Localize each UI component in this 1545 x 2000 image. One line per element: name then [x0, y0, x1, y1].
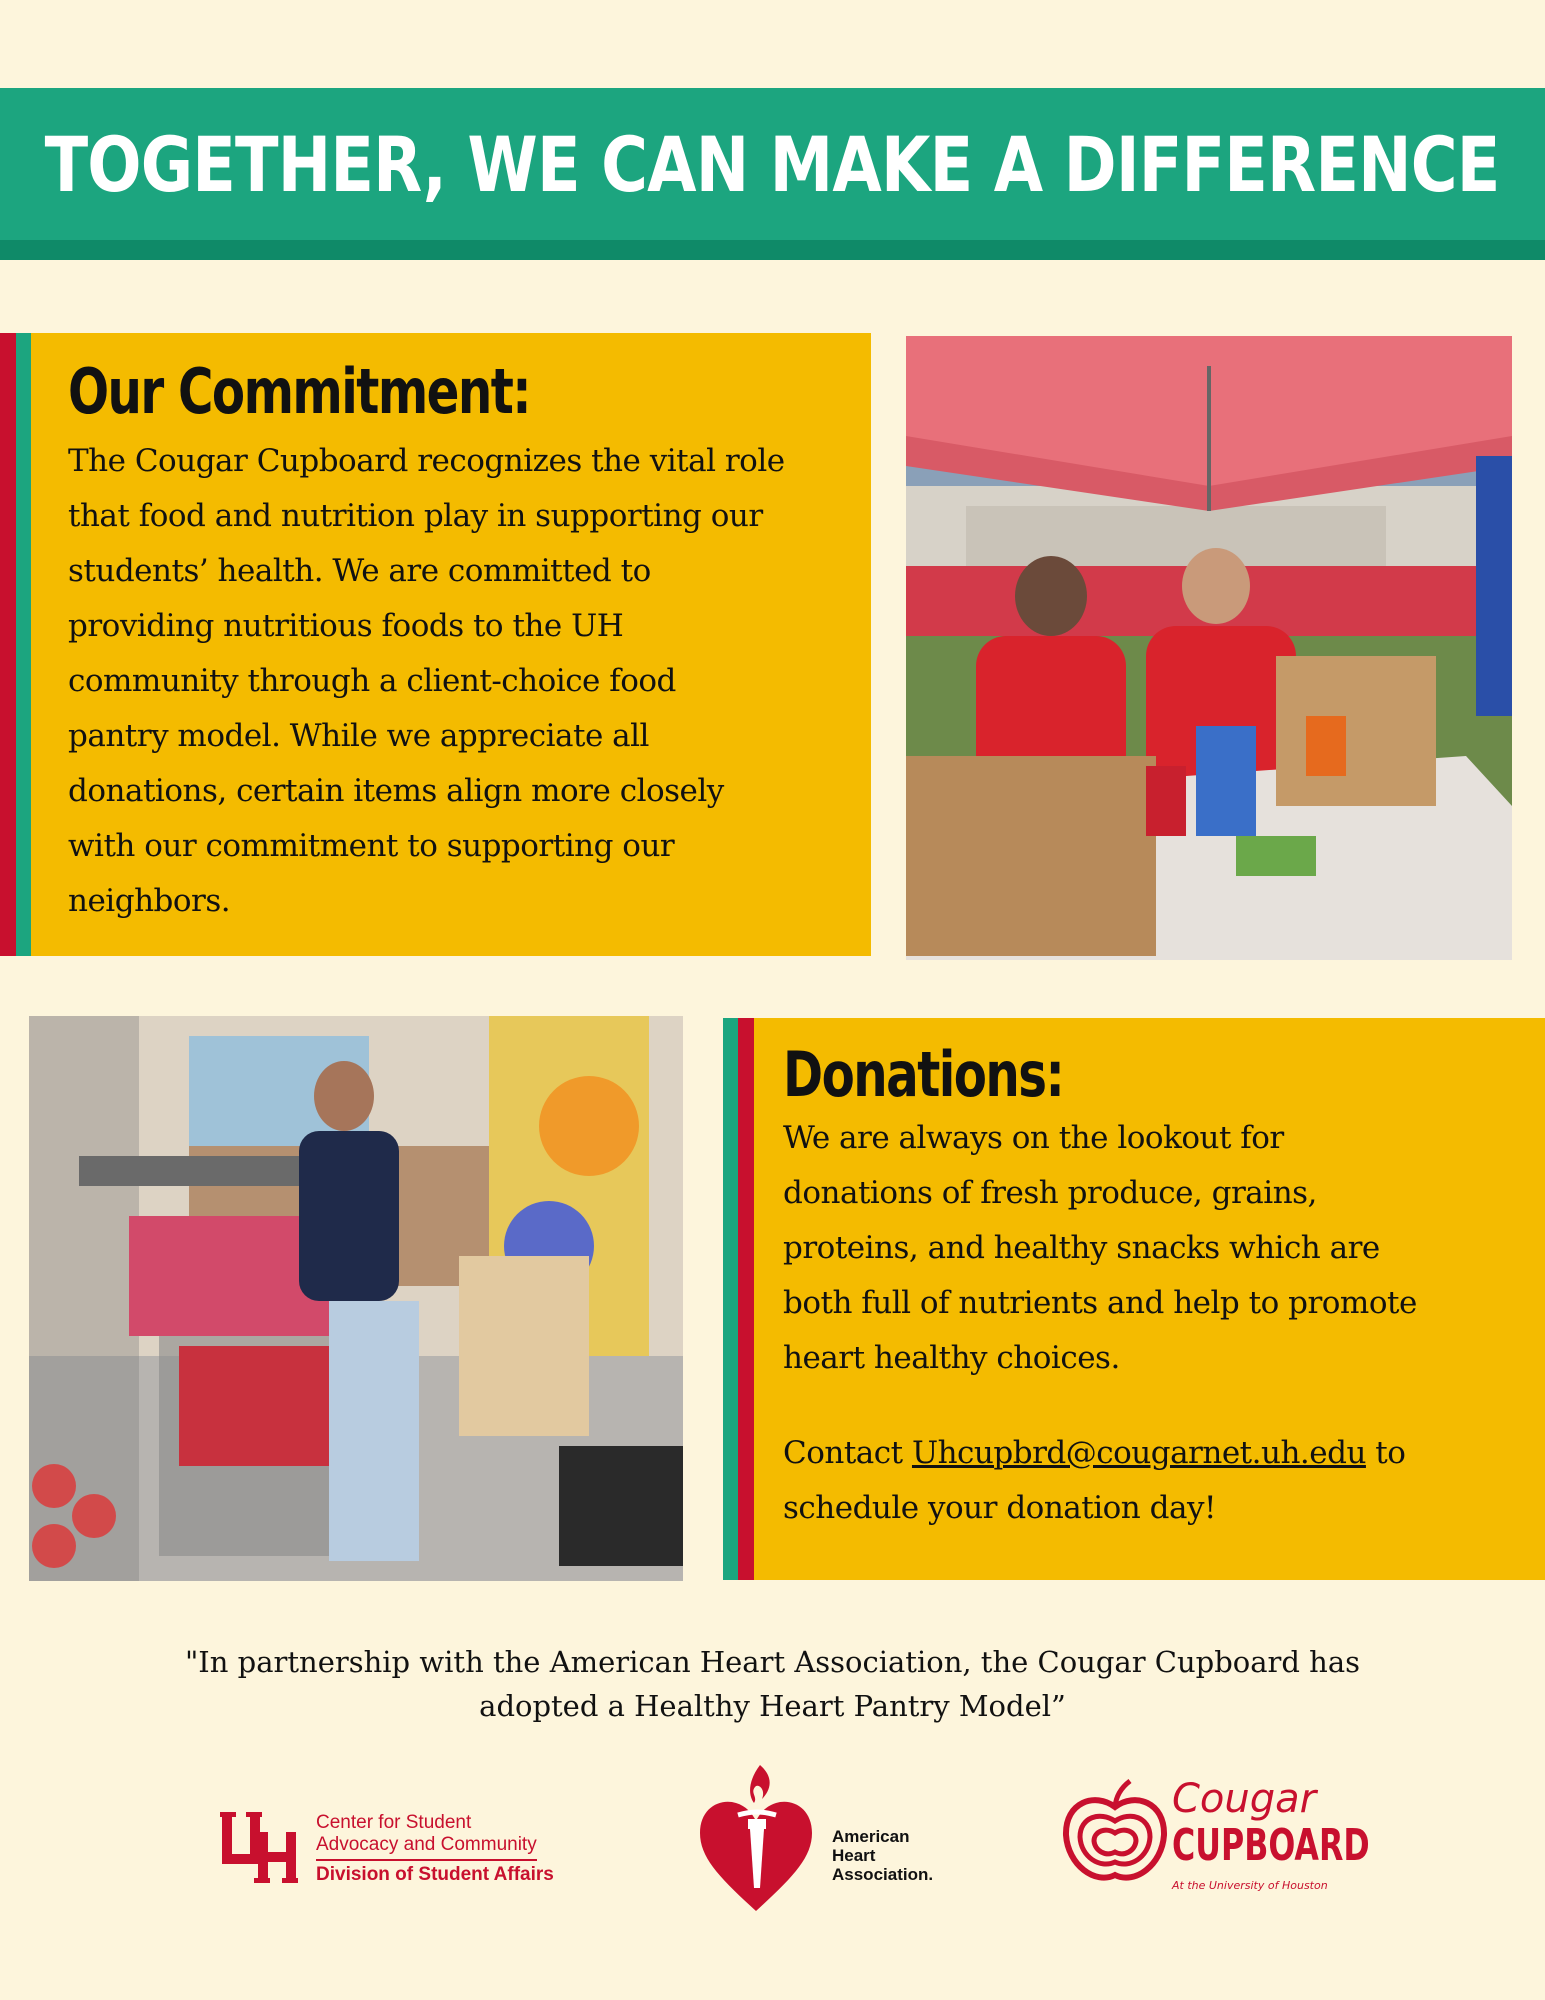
cougar-cupboard-logo [1060, 1777, 1380, 1922]
commitment-line: students’ health. We are committed to [68, 553, 651, 589]
accent-bar-red [738, 1018, 754, 1580]
donations-panel [723, 1018, 1545, 1580]
partnership-quote [100, 1640, 1445, 1728]
commitment-line: donations, certain items align more closely [68, 773, 724, 809]
commitment-line: community through a client-choice food [68, 663, 676, 699]
tent-volunteers-photo [906, 336, 1512, 960]
uh-interlock-icon [220, 1810, 298, 1886]
aha-logo-line-2: Heart [832, 1846, 876, 1865]
donations-heading: Donations: [783, 1038, 1064, 1111]
commitment-line: The Cougar Cupboard recognizes the vital role [68, 443, 785, 479]
donations-line: both full of nutrients and help to promote [783, 1285, 1417, 1321]
uh-logo-line-1: Center for Student [316, 1812, 472, 1833]
donations-line: We are always on the lookout for [783, 1120, 1284, 1156]
cougar-logo-tagline: At the University of Houston [1172, 1879, 1328, 1892]
contact-suffix: to [1365, 1435, 1406, 1471]
donations-line: donations of fresh produce, grains, [783, 1175, 1317, 1211]
contact-prefix: Contact [783, 1435, 912, 1471]
uh-logo-line-2: Advocacy and Community [316, 1834, 537, 1861]
uh-logo-line-3: Division of Student Affairs [316, 1864, 554, 1885]
pantry-volunteer-photo [29, 1016, 683, 1581]
commitment-line: providing nutritious foods to the UH [68, 608, 624, 644]
aha-logo-line-1: American [832, 1827, 910, 1846]
quote-line-2: adopted a Healthy Heart Pantry Model” [479, 1689, 1066, 1723]
heart-torch-icon [700, 1763, 812, 1913]
quote-line-1: "In partnership with the American Heart Association, the Cougar Cupboard has [184, 1645, 1361, 1679]
commitment-line: neighbors. [68, 883, 231, 919]
commitment-line: pantry model. While we appreciate all [68, 718, 649, 754]
accent-bar-green [723, 1018, 738, 1580]
cougar-logo-word-1: Cougar [1172, 1776, 1317, 1822]
uh-logo [220, 1810, 600, 1890]
aha-logo [700, 1763, 980, 1913]
donations-line: proteins, and healthy snacks which are [783, 1230, 1380, 1266]
page-title: TOGETHER, WE CAN MAKE A DIFFERENCE [45, 119, 1500, 209]
contact-line [783, 1426, 1543, 1481]
aha-logo-line-3: Association. [832, 1865, 934, 1884]
accent-bar-green [16, 333, 31, 956]
donations-line: heart healthy choices. [783, 1340, 1120, 1376]
commitment-heading: Our Commitment: [68, 355, 531, 428]
contact-email-link[interactable]: Uhcupbrd@cougarnet.uh.edu [911, 1435, 1366, 1471]
contact-line-2: schedule your donation day! [783, 1490, 1216, 1526]
commitment-panel [0, 333, 871, 956]
cougar-logo-word-2: CUPBOARD [1172, 1820, 1370, 1871]
apple-icon [1060, 1777, 1170, 1887]
commitment-line: that food and nutrition play in supporting our [68, 498, 763, 534]
accent-bar-red [0, 333, 16, 956]
title-banner [0, 88, 1545, 260]
commitment-line: with our commitment to supporting our [68, 828, 675, 864]
